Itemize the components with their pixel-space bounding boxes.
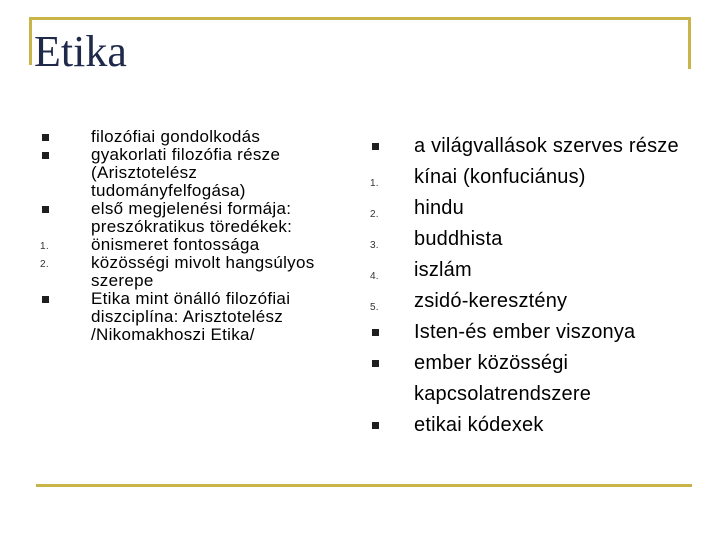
list-item [362, 286, 702, 317]
list-item-text: filozófiai gondolkodás [91, 127, 261, 146]
list-item [362, 317, 702, 348]
square-bullet-icon [372, 422, 379, 429]
list-item-text: hindu [414, 197, 464, 219]
square-bullet-icon [372, 360, 379, 367]
list-item [362, 410, 702, 441]
list-item-number: 5. [370, 302, 379, 313]
list-item-text: gyakorlati filozófia része (Arisztotelész tudományfelfogása) [91, 145, 281, 200]
list-item [35, 290, 355, 344]
title-frame [29, 17, 691, 69]
square-bullet-icon [372, 329, 379, 336]
square-bullet-icon [42, 152, 49, 159]
list-item-text: iszlám [414, 259, 472, 281]
bottom-divider [36, 484, 692, 487]
list-item [362, 162, 702, 193]
list-item-text: Isten-és ember viszonya [414, 321, 636, 343]
list-item-number: 3. [370, 240, 379, 251]
list-item-number: 1. [40, 241, 49, 252]
list-item-text: etikai kódexek [414, 414, 544, 436]
square-bullet-icon [42, 206, 49, 213]
square-bullet-icon [42, 134, 49, 141]
list-item [362, 224, 702, 255]
list-item [35, 146, 355, 200]
list-item [35, 254, 355, 290]
list-item-number: 1. [370, 178, 379, 189]
list-item-text: zsidó-keresztény [414, 290, 568, 312]
list-item-text: első megjelenési formája: preszókratikus töredékek: [91, 199, 293, 236]
list-item-text: a világvallások szerves része [414, 135, 679, 157]
list-item-text: kínai (konfuciánus) [414, 166, 586, 188]
slide-title: Etika [34, 27, 127, 76]
list-item [362, 131, 702, 162]
square-bullet-icon [372, 143, 379, 150]
list-item [35, 236, 355, 254]
left-bullet-list [35, 128, 355, 344]
list-item-number: 4. [370, 271, 379, 282]
list-item-text: önismeret fontossága [91, 235, 260, 254]
list-item-text: buddhista [414, 228, 503, 250]
square-bullet-icon [42, 296, 49, 303]
list-item [362, 193, 702, 224]
list-item-text: közösségi mivolt hangsúlyos szerepe [91, 253, 315, 290]
right-bullet-list [362, 131, 702, 441]
list-item-text: ember közösségi kapcsolatrendszere [414, 352, 592, 405]
list-item [35, 200, 355, 236]
list-item-number: 2. [40, 259, 49, 270]
list-item [362, 255, 702, 286]
list-item-text: Etika mint önálló filozófiai diszciplína: Arisztotelész /Nikomakhoszi Etika/ [91, 289, 291, 344]
list-item-number: 2. [370, 209, 379, 220]
list-item [362, 348, 702, 410]
list-item [35, 128, 355, 146]
title-frame-left-edge [29, 17, 32, 65]
